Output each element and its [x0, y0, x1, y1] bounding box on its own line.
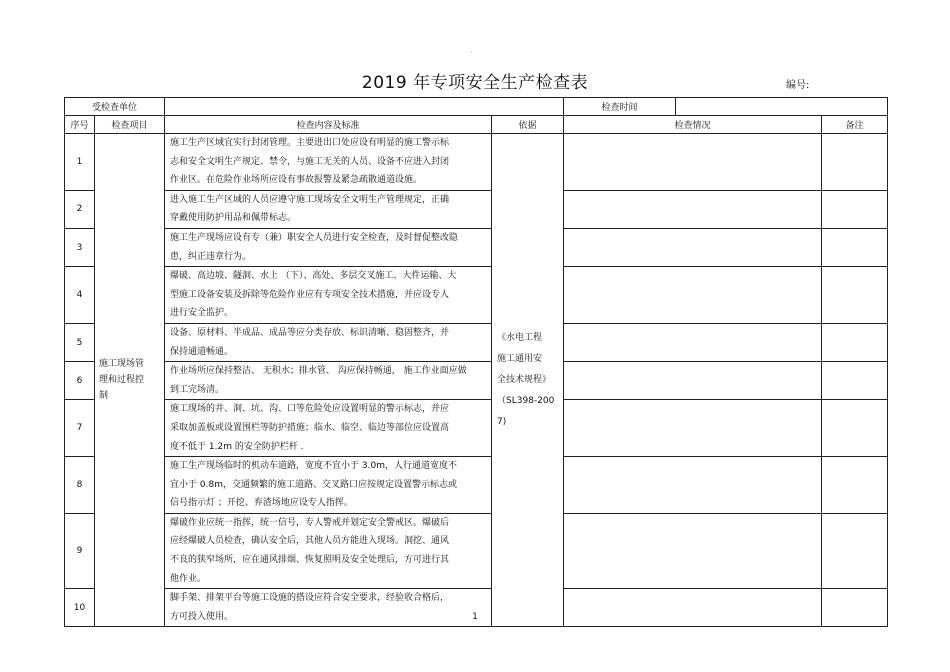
table-row	[65, 134, 888, 191]
remarks-cell[interactable]	[822, 228, 888, 266]
remarks-cell[interactable]	[822, 513, 888, 588]
check-content	[165, 400, 492, 457]
content-line: 志和安全文明生产规定、禁令，与施工无关的人员、设备不应进入封闭	[170, 156, 450, 167]
check-status-cell[interactable]	[564, 513, 822, 588]
content-line: 施工生产区域宜实行封闭管理。主要进出口处应设有明显的施工警示标	[170, 138, 450, 148]
project-line: 理和过程控	[99, 375, 145, 386]
row-number: 6	[65, 362, 95, 400]
content-line: 作业场所应保持整洁、 无积水；排水管、 沟应保持畅通， 施工作业面应做	[170, 366, 467, 377]
basis-line: 《水电工程	[497, 332, 543, 343]
basis-line: （SL398-200	[497, 395, 555, 406]
content-line: 度不低于 1.2m 的安全防护栏杆 .	[170, 441, 304, 452]
table-row	[65, 362, 888, 400]
remarks-cell[interactable]	[822, 134, 888, 191]
table-row	[65, 513, 888, 588]
inspected-unit-label: 受检查单位	[65, 98, 165, 116]
check-content	[165, 228, 492, 266]
remarks-cell[interactable]	[822, 190, 888, 228]
content-line: 方可投入使用。	[170, 611, 234, 622]
remarks-cell[interactable]	[822, 362, 888, 400]
content-line: 他作业。	[170, 573, 207, 584]
page-number: 1	[472, 612, 478, 622]
row-number: 10	[65, 589, 95, 627]
basis-line: 全技术规程》	[497, 374, 552, 385]
table-row	[65, 228, 888, 266]
check-status-cell[interactable]	[564, 362, 822, 400]
table-row	[65, 400, 888, 457]
table-row	[65, 457, 888, 514]
check-time-value[interactable]	[676, 98, 888, 116]
basis-cell	[492, 134, 564, 627]
check-content	[165, 457, 492, 514]
basis-line: 7)	[497, 416, 507, 427]
row-number: 7	[65, 400, 95, 457]
decorative-dot: ·	[470, 48, 473, 57]
col-header-basis: 依据	[492, 116, 564, 134]
content-line: 设备、原材料、半成品、成品等应分类存放、标识清晰、稳固整齐，并	[170, 327, 450, 338]
content-line: 应经爆破人员检查，确认安全后，其他人员方能进入现场。洞挖、通风	[170, 536, 450, 547]
content-line: 进入施工生产区域的人员应遵守施工现场安全文明生产管理规定，正确	[170, 194, 450, 205]
remarks-cell[interactable]	[822, 267, 888, 324]
row-number: 5	[65, 323, 95, 361]
serial-number-label: 编号:	[786, 80, 810, 91]
check-status-cell[interactable]	[564, 323, 822, 361]
content-line: 作业区。在危险作业场所应设有事故报警及紧急疏散通道设施。	[170, 175, 423, 186]
row-number: 3	[65, 228, 95, 266]
content-line: 不良的狭窄场所，应在通风排烟、恢复照明及安全处理后，方可进行其	[170, 555, 450, 566]
check-status-cell[interactable]	[564, 267, 822, 324]
check-project-cell	[95, 134, 165, 627]
check-content	[165, 362, 492, 400]
inspected-unit-value[interactable]	[165, 98, 564, 116]
project-line: 制	[99, 391, 109, 402]
content-line: 爆破作业应统一指挥，统一信号，专人警戒并划定安全警戒区。爆破后	[170, 517, 450, 528]
check-content	[165, 323, 492, 361]
basis-line: 施工通用安	[497, 353, 543, 364]
column-header-row	[65, 116, 888, 134]
content-line: 采取加盖板或设置围栏等防护措施；临水、临空、临边等部位应设置高	[170, 422, 450, 433]
content-line: 施工生产现场临时的机动车道路，宽度不宜小于 3.0m，人行通道宽度不	[170, 461, 457, 472]
content-line: 爆破、高边坡、隧洞、水上 （下）、高处、多层交叉施工、大件运输、大	[170, 271, 457, 282]
content-line: 施工生产现场应设有专（兼）职安全人员进行安全检查，及时督促整改隐	[170, 232, 459, 243]
col-header-project: 检查项目	[95, 116, 165, 134]
content-line: 穿戴使用防护用品和佩带标志。	[170, 213, 297, 224]
content-line: 保持通道畅通。	[170, 346, 234, 357]
remarks-cell[interactable]	[822, 457, 888, 514]
table-row	[65, 190, 888, 228]
content-line: 到工完场清。	[170, 384, 225, 395]
row-number: 9	[65, 513, 95, 588]
check-status-cell[interactable]	[564, 457, 822, 514]
check-content	[165, 134, 492, 191]
content-line: 宜小于 0.8m，交通频繁的施工道路、交叉路口应按规定设置警示标志或	[170, 479, 457, 490]
row-number: 1	[65, 134, 95, 191]
page-title: 2019 年专项安全生产检查表	[361, 73, 589, 93]
col-header-remarks: 备注	[822, 116, 888, 134]
table-row	[65, 323, 888, 361]
check-status-cell[interactable]	[564, 228, 822, 266]
col-header-content: 检查内容及标准	[165, 116, 492, 134]
remarks-cell[interactable]	[822, 400, 888, 457]
check-status-cell[interactable]	[564, 134, 822, 191]
check-time-label: 检查时间	[564, 98, 676, 116]
project-line: 施工现场管	[99, 359, 145, 370]
col-header-no: 序号	[65, 116, 95, 134]
content-line: 进行安全监护。	[170, 308, 234, 319]
content-line: 施工现场的井、洞、坑、沟、口等危险处应设置明显的警示标志，并应	[170, 404, 450, 415]
content-line: 患，纠正违章行为。	[170, 251, 252, 262]
row-number: 4	[65, 267, 95, 324]
content-line: 信号指示灯 ；开挖、弃渣场地应设专人指挥。	[170, 498, 353, 509]
check-status-cell[interactable]	[564, 400, 822, 457]
check-content	[165, 513, 492, 588]
header-info-row	[65, 98, 888, 116]
check-content	[165, 190, 492, 228]
remarks-cell[interactable]	[822, 323, 888, 361]
check-status-cell[interactable]	[564, 190, 822, 228]
content-line: 型施工设备安装及拆除等危险作业应有专项安全技术措施，并应设专人	[170, 289, 450, 300]
row-number: 8	[65, 457, 95, 514]
check-content	[165, 267, 492, 324]
row-number: 2	[65, 190, 95, 228]
content-line: 脚手架、排架平台等施工设施的搭设应符合安全要求，经验收合格后，	[170, 593, 450, 604]
col-header-status: 检查情况	[564, 116, 822, 134]
table-row	[65, 267, 888, 324]
inspection-table	[64, 97, 888, 627]
